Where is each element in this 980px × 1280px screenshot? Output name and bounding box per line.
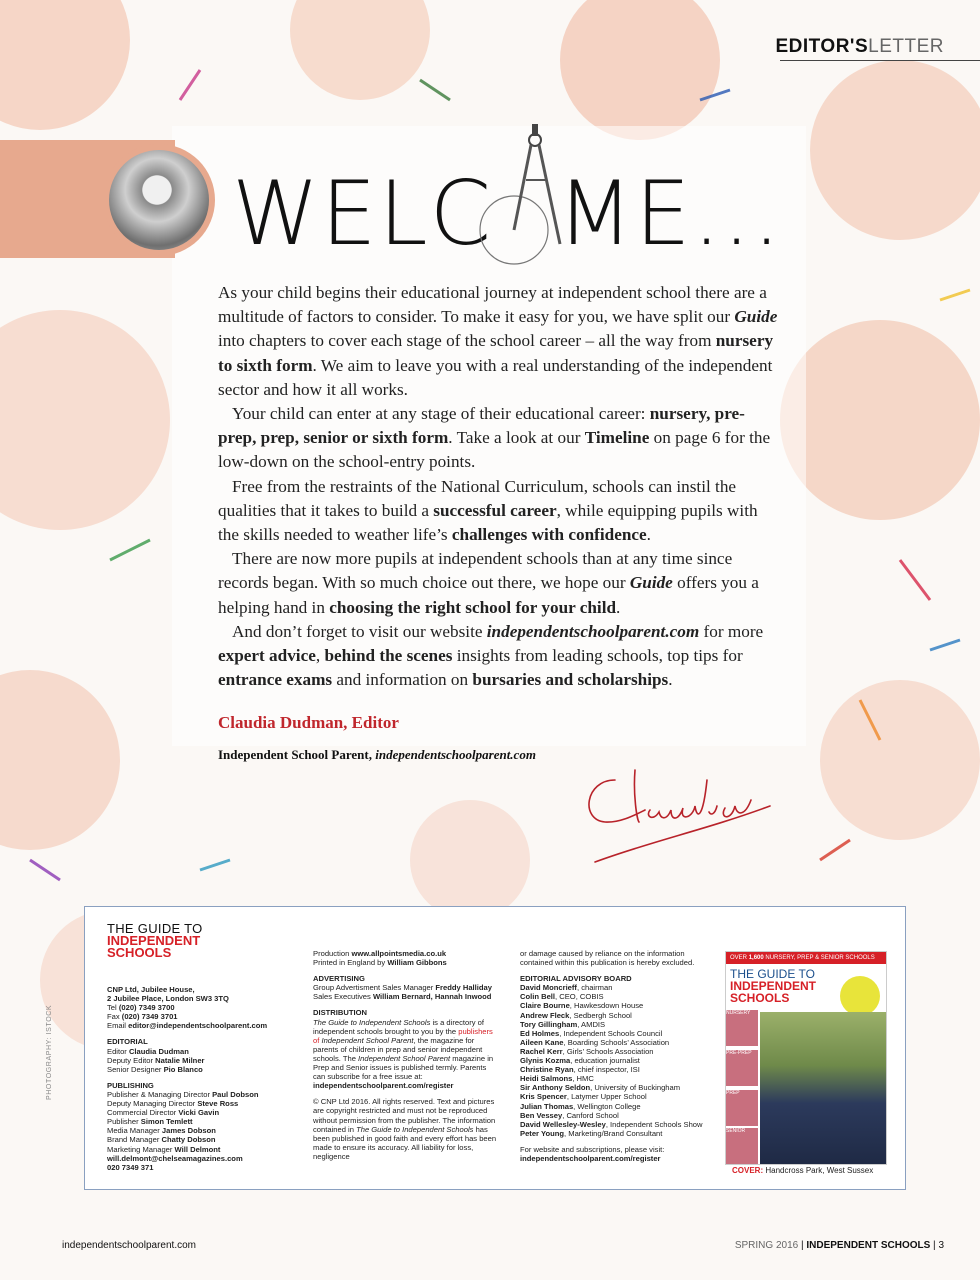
footer-folio: SPRING 2016 | INDEPENDENT SCHOOLS | 3: [734, 1240, 944, 1251]
cover-photo: [760, 1012, 886, 1164]
paragraph-3: Free from the restraints of the National Curriculum, schools can instil the qualities that it takes to build a successful career, while equipping pupils with the skills needed to weather life’s challenges with confidence.: [218, 476, 758, 545]
header-rule: [780, 60, 980, 61]
letter-body: [218, 281, 778, 692]
cover-tab-prep: PREP: [726, 1090, 758, 1126]
cover-badge: [840, 976, 880, 1016]
editor-portrait: [103, 144, 215, 256]
page-title: WELC ME...: [232, 162, 783, 265]
paragraph-4: There are now more pupils at independent schools than at any time since records began. With so much choice out there, we hope our Guide offers you a helping hand in choosing the right school for your child.: [218, 549, 759, 617]
masthead-col-1: CNP Ltd, Jubilee House, 2 Jubilee Place, London SW3 3TQ Tel (020) 7349 3700 Fax (020) 7349 3701 Email editor@independentschoolparent.com EDITORIAL Editor Claudia Dudman Deputy Editor Natalie Milner Senior Designer Pio Blanco PUBLISHING Publisher & Managing Director Paul Dobson Deputy Managing Director Steve Ross Commercial Director Vicki Gavin Publisher Simon Temlett Media Manager James Dobson Brand Manager Chatty Dobson Marketing Manager Will Delmont will.delmont@chelseamagazines.com 020 7349 371: [107, 985, 268, 1172]
masthead-col-3: or damage caused by reliance on the information contained within this publication is hereby excluded. EDITORIAL ADVISORY BOARD David Moncrieff, chairman Colin Bell, CEO, COBIS Claire Bourne, Hawkesdown House Andrew Fleck, Sedbergh School Tory Gillingham, AMDIS Ed Holmes, Independent Schools Council Aileen Kane, Boarding Schools’ Association Rachel Kerr, Girls’ Schools Association Glynis Kozma, education journalist Christine Ryan, chief inspector, ISI Heidi Salmons, HMC Sir Anthony Seldon, University of Buckingham Kris Spencer, Latymer Upper School Julian Thomas, Wellington College Ben Vessey, Canford School David Wellesley-Wesley, Independent Schools Show Peter Young, Marketing/Brand Consultant For website and subscriptions, please visit: independentschoolparent.com/register: [520, 949, 703, 1163]
cover-tab-senior: SENIOR: [726, 1128, 758, 1164]
register-link[interactable]: independentschoolparent.com/register: [313, 1081, 454, 1091]
cover-tab-nursery: NURSERY: [726, 1010, 758, 1046]
footer-url[interactable]: independentschoolparent.com: [62, 1240, 196, 1251]
cover-caption: COVER: Handcross Park, West Sussex: [732, 1166, 874, 1175]
cover-tab-preprep: PRE-PREP: [726, 1050, 758, 1086]
paragraph-5: And don’t forget to visit our website independentschoolparent.com for more expert advice, behind the scenes insights from leading schools, top tips for entrance exams and information on bursaries and scholarships.: [218, 621, 764, 690]
magazine-cover: OVER 1,600 NURSERY, PREP & SENIOR SCHOOLS THE GUIDE TO INDEPENDENT SCHOOLS NURSERY PRE-PREP PREP SENIOR: [725, 951, 887, 1165]
section-label: EDITOR'SLETTER: [775, 36, 944, 57]
subscribe-link[interactable]: independentschoolparent.com/register: [520, 1153, 661, 1163]
compass-icon: [470, 118, 580, 268]
paragraph-2: Your child can enter at any stage of their educational career: nursery, pre-prep, prep, senior or sixth form. Take a look at our Timeline on page 6 for the low-down on the school-entry points.: [218, 404, 771, 472]
publication-line: Independent School Parent, independentschoolparent.com: [218, 747, 536, 762]
photo-credit: PHOTOGRAPHY: ISTOCK: [46, 1004, 53, 1100]
cover-strip: OVER 1,600 NURSERY, PREP & SENIOR SCHOOLS: [726, 952, 886, 964]
editor-photo: [109, 150, 209, 250]
guide-logo: THE GUIDE TO INDEPENDENT SCHOOLS: [107, 921, 203, 960]
editor-name: Claudia Dudman, Editor: [218, 713, 399, 732]
paragraph-1: As your child begins their educational journey at independent school there are a multitude of factors to consider. To make it easy for you, we have split our Guide into chapters to cover each stage of the school career – all the way from nursery to sixth form. We aim to leave you with a real understanding of the independent sector and how it all works.: [218, 283, 778, 399]
masthead-box: [84, 906, 906, 1190]
handwritten-signature: [575, 760, 775, 870]
masthead-col-2: Production www.allpointsmedia.co.uk Printed in England by William Gibbons ADVERTISING Group Advertisment Sales Manager Freddy Halliday Sales Executives William Bernard, Hannah Inwood DISTRIBUTION The Guide to Independent Schools is a directory of independent schools brought to you by the publishers of Independent School Parent, the magazine for parents of children in prep and senior independent schools. The Independent School Parent magazine in Prep and Senior issues is published termly. Parents can subscribe for a free issue at: independentschoolparent.com/register © CNP Ltd 2016. All rights reserved. Text and pictures are copyright restricted and must not be reproduced without permission from the publisher. The information contained in The Guide to Independent Schools has been published in good faith and every effort has been made to ensure its accuracy. All liability for loss, negligence: [313, 949, 497, 1161]
